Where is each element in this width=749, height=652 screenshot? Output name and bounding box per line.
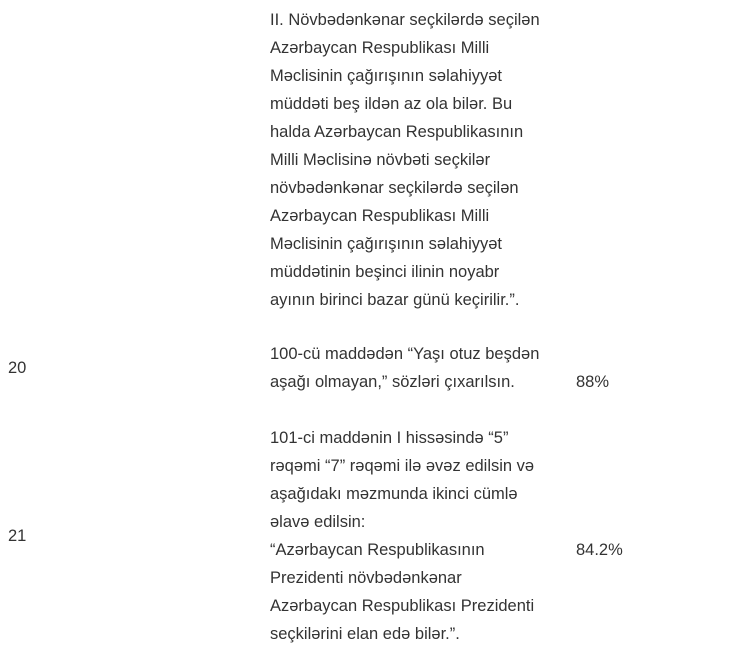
text-line: halda Azərbaycan Respublikasının	[270, 123, 524, 141]
continued-row-text	[270, 6, 570, 314]
text-line: növbədənkənar seçkilərdə seçilən	[270, 179, 519, 197]
text-line: Milli Məclisinə növbəti seçkilər	[270, 151, 491, 169]
amendment-text	[270, 424, 570, 648]
text-line: Azərbaycan Respublikası Milli	[270, 207, 490, 225]
text-line: aşağıdakı məzmunda ikinci cümlə	[270, 485, 518, 503]
text-line: seçkilərini elan edə bilər.”.	[270, 625, 460, 643]
text-line: “Azərbaycan Respublikasının	[270, 541, 485, 559]
row-number: 20	[8, 359, 27, 377]
text-line: ayının birinci bazar günü keçirilir.”.	[270, 291, 520, 309]
row-number: 21	[8, 527, 27, 545]
text-line: 100-cü maddədən “Yaşı otuz beşdən	[270, 345, 540, 363]
vote-percentage: 84.2%	[576, 541, 623, 559]
vote-percentage: 88%	[576, 373, 610, 391]
text-line: Məclisinin çağırışının səlahiyyət	[270, 235, 503, 253]
amendment-text	[270, 340, 570, 396]
text-line: 101-ci maddənin I hissəsində “5”	[270, 429, 509, 447]
text-line: müddətinin beşinci ilinin noyabr	[270, 263, 500, 281]
text-line: Prezidenti növbədənkənar	[270, 569, 462, 587]
text-line: Azərbaycan Respublikası Milli	[270, 39, 490, 57]
text-line: Azərbaycan Respublikası Prezidenti	[270, 597, 535, 615]
text-line: Məclisinin çağırışının səlahiyyət	[270, 67, 503, 85]
text-line: əlavə edilsin:	[270, 513, 366, 531]
text-line: müddəti beş ildən az ola bilər. Bu	[270, 95, 513, 113]
text-line: II. Növbədənkənar seçkilərdə seçilən	[270, 11, 540, 29]
text-line: rəqəmi “7” rəqəmi ilə əvəz edilsin və	[270, 457, 535, 475]
text-line: aşağı olmayan,” sözləri çıxarılsın.	[270, 373, 515, 391]
